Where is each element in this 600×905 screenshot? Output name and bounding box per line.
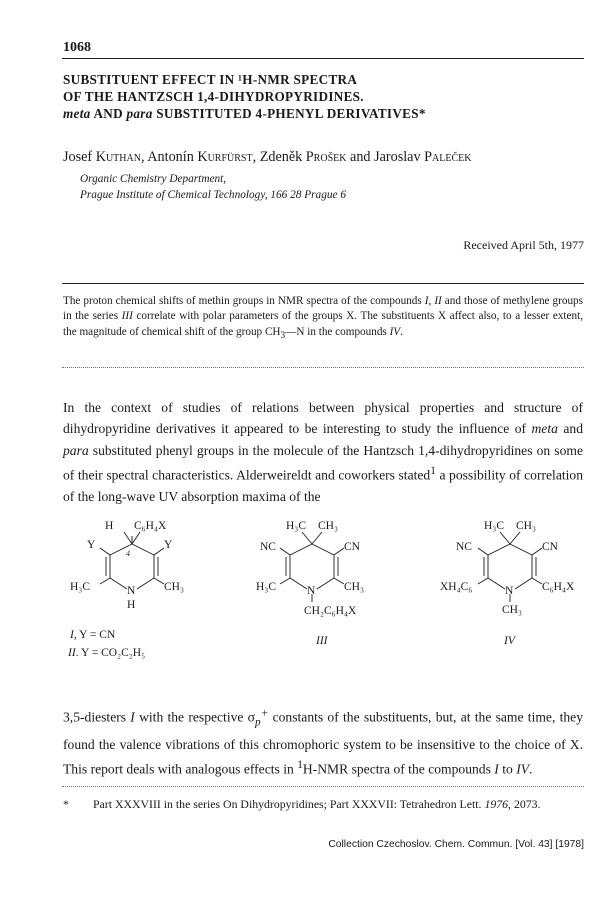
s1-nitrogen: N [127,585,136,597]
page-number: 1068 [63,40,91,55]
s2-nitrile-left: NC [260,541,276,553]
s2-methyl-right: CH₃ [318,520,338,532]
legend-I: I, Y = CN [70,629,116,641]
header-rule [62,58,584,59]
s1-aryl: C₆H₄X [134,520,167,532]
journal-citation: Collection Czechoslov. Chem. Commun. [Vol. 43] [1978] [328,839,584,850]
s1-position-4: 4 [126,549,130,558]
s1-y-left: Y [87,539,96,551]
title-line-3: meta AND para SUBSTITUTED 4-PHENYL DERIVATIVES* [63,106,426,121]
footnote: * Part XXXVIII in the series On Dihydropyridines; Part XXXVII: Tetrahedron Lett. 1976, 2073. [63,797,541,811]
title-line-1: SUBSTITUENT EFFECT IN ¹H-NMR SPECTRA [63,72,358,87]
article-title [63,71,583,122]
s2-nitrile-right: CN [344,541,360,553]
s3-n-methyl: CH₃ [502,604,522,616]
s3-nitrogen: N [505,585,514,597]
s3-methyl-right: CH₃ [516,520,536,532]
s1-methyl-right: CH₃ [164,581,184,593]
s3-aryl-right: C₆H₄X [542,581,575,593]
abstract-top-rule [62,283,584,284]
s3-nitrile-right: CN [542,541,558,553]
s2-benzyl: CH₂C₆H₄X [304,605,357,617]
s2-methyl-2: H₃C [256,581,276,593]
s1-methyl-left: H₃C [70,581,90,593]
label-III: III [316,635,328,647]
s1-nh: H [127,599,136,611]
s3-methyl-left: H₃C [484,520,504,532]
label-IV: IV [504,635,515,647]
s2-methyl-left: H₃C [286,520,306,532]
s1-y-right: Y [164,539,173,551]
abstract-bottom-rule [62,367,584,368]
structure-IV [440,520,575,647]
s2-methyl-6: CH₃ [344,581,364,593]
footnote-rule [62,786,584,787]
s3-aryl-left: XH₄C₆ [440,581,473,593]
chemical-structures-figure [60,510,590,670]
s2-nitrogen: N [307,585,316,597]
s1-h: H [105,520,114,532]
abstract: The proton chemical shifts of methin groups in NMR spectra of the compounds I, II and those of methylene groups in the series III correlate with polar parameters of the groups X. The substituents X affect also, to a lesser extent, the magnitude of chemical shift of the group $CH_3—N$ in the compounds IV. [63,295,584,341]
structure-I-II [70,520,184,611]
author-list: Josef Kuthan, Antonín Kurfürst, Zdeněk Prošek and Jaroslav Paleček [63,149,472,165]
title-line-2: OF THE HANTZSCH 1,4-DIHYDROPYRIDINES. [63,89,364,104]
body-paragraph-1: In the context of studies of relations between physical properties and structure of dihydropyridine derivatives it appeared to be interesting to study the influence of meta and para substituted phenyl groups in the molecule of the Hantzsch 1,4-dihydropyridines on some of their spectral characteristics. Alderweireldt and coworkers stated$^1$ a possibility of correlation of the long-wave UV absorption maxima of the [63,400,583,504]
structure-III [256,520,364,647]
affiliation: Organic Chemistry Department, Prague Institute of Chemical Technology, 166 28 Prague 6 [80,173,346,201]
s3-nitrile-left: NC [456,541,472,553]
legend-II: II. Y = CO₂C₂H₅ [68,647,146,659]
received-date: Received April 5th, 1977 [463,238,584,252]
body-paragraph-2: 3,5-diesters I with the respective $\sigma_p^+$ constants of the substituents, but, at the same time, they found the valence vibrations of this chromophoric system to be insensitive to the choice of X. This report deals with analogous effects in $^1$H-NMR spectra of the compounds I to IV. [63,707,583,777]
